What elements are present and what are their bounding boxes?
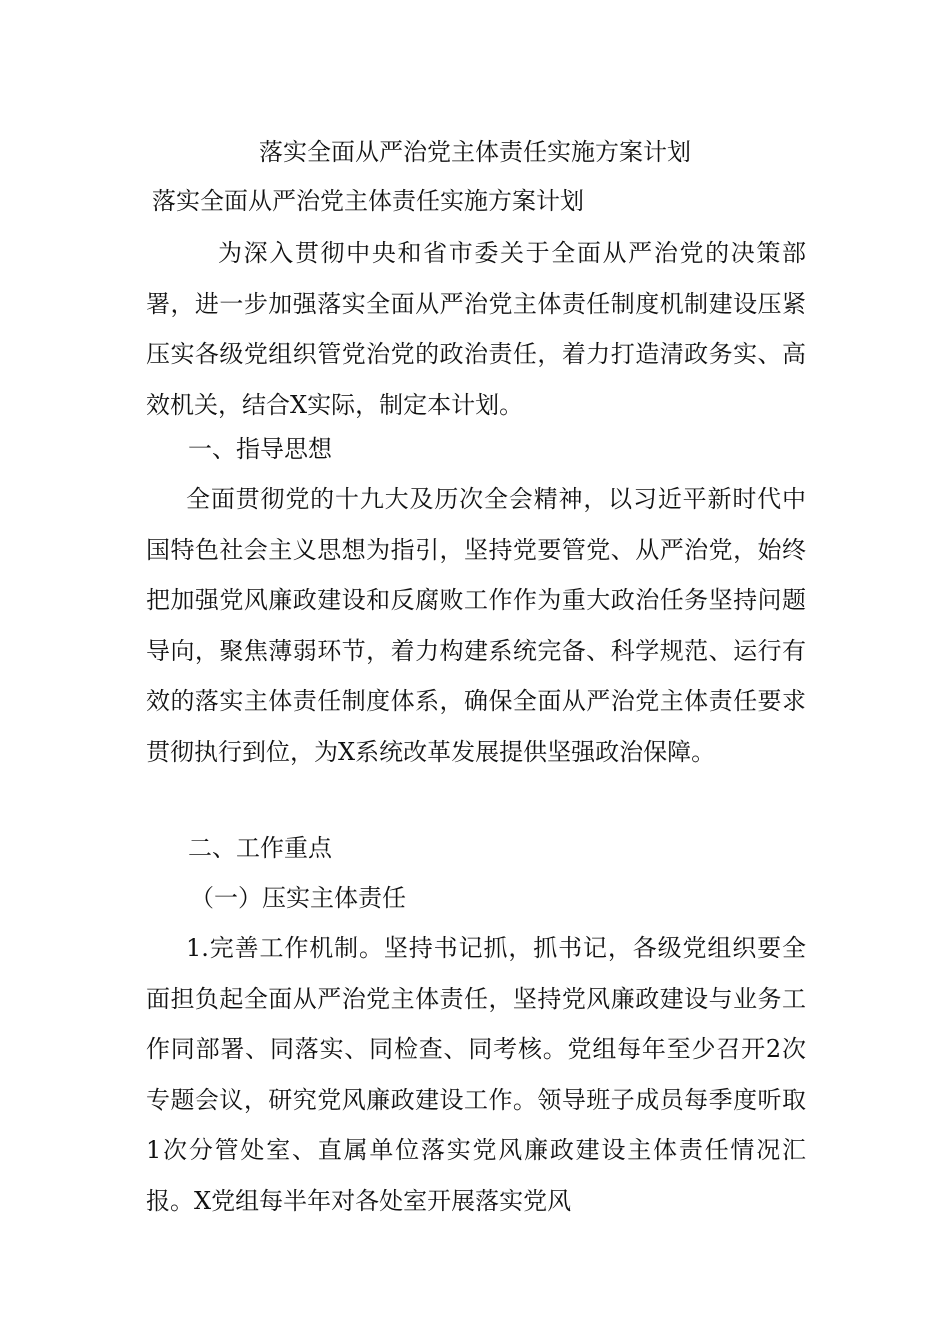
document-subtitle: 落实全面从严治党主体责任实施方案计划 [152, 187, 584, 215]
document-title: 落实全面从严治党主体责任实施方案计划 [259, 138, 691, 166]
guiding-thought-paragraph: 全面贯彻党的十九大及历次全会精神，以习近平新时代中国特色社会主义思想为指引，坚持党要管党、从严治党，始终把加强党风廉政建设和反腐败工作作为重大政治任务坚持问题导向，聚焦薄弱环节，着力构建系统完备、科学规范、运行有效的落实主体责任制度体系，确保全面从严治党主体责任要求贯彻执行到位，为X系统改革发展提供坚强政治保障。 [146, 485, 806, 766]
section-heading-work-focus: 二、工作重点 [188, 834, 332, 862]
item-1-paragraph: 1.完善工作机制。坚持书记抓，抓书记，各级党组织要全面担负起全面从严治党主体责任，坚持党风廉政建设与业务工作同部署、同落实、同检查、同考核。党组每年至少召开2次专题会议，研究党风廉政建设工作。领导班子成员每季度听取1次分管处室、直属单位落实党风廉政建设主体责任情况汇报。X党组每半年对各处室开展落实党风 [146, 934, 806, 1215]
intro-paragraph: 为深入贯彻中央和省市委关于全面从严治党的决策部署，进一步加强落实全面从严治党主体责任制度机制建设压紧压实各级党组织管党治党的政治责任，着力打造清政务实、高效机关，结合X实际，制定本计划。 [146, 239, 806, 419]
section-heading-guiding-thought: 一、指导思想 [188, 435, 332, 463]
subsection-heading-responsibility: （一）压实主体责任 [190, 884, 406, 912]
